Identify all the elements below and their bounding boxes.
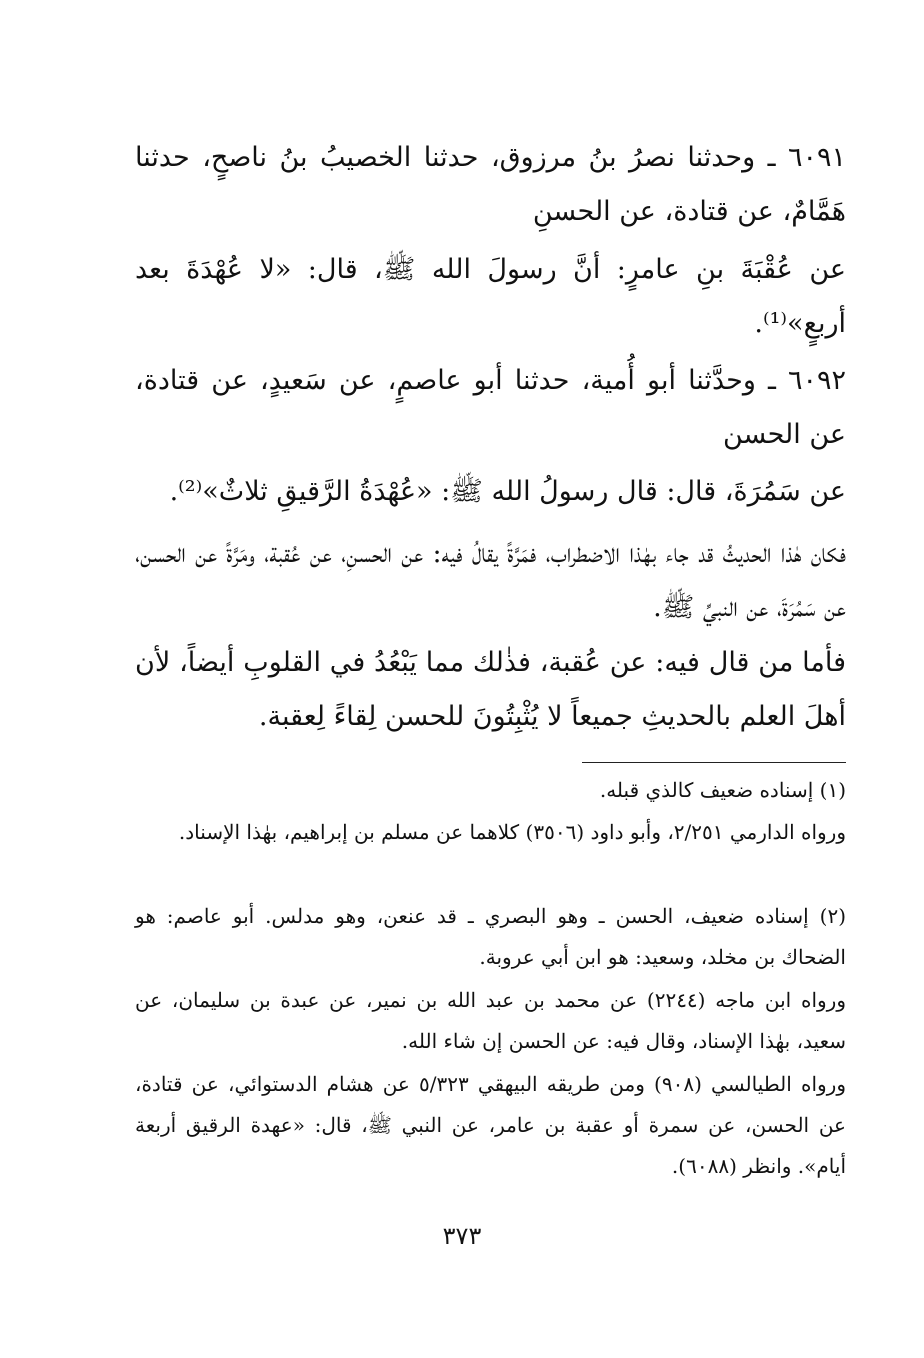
footnote-2-more-sources	[135, 1064, 846, 1187]
isnad-text: ٦٠٩٢ ـ وحدَّثنا أبو أُمية، حدثنا أبو عاصمٍ، عن سَعيدٍ، عن قتادة، عن الحسن	[135, 365, 846, 450]
footnote-2-sources	[135, 980, 846, 1062]
footnote-1-sources	[135, 812, 846, 853]
matn-text: عن عُقْبَةَ بنِ عامرٍ: أنَّ رسولَ الله ﷺ، قال: «لا عُهْدَةَ بعد أربعٍ»⁽¹⁾.	[135, 254, 846, 339]
footnote-2	[135, 896, 846, 978]
isnad-text: ٦٠٩١ ـ وحدثنا نصرُ بنُ مرزوق، حدثنا الخصيبُ بنُ ناصحٍ، حدثنا هَمَّامٌ، عن قتادة، عن الحسنِ	[135, 142, 846, 227]
footnote-text: (٢) إسناده ضعيف، الحسن ـ وهو البصري ـ قد عنعن، وهو مدلس. أبو عاصم: هو الضحاك بن مخلد، وسعيد: هو ابن أبي عروبة.	[135, 904, 846, 969]
footnote-text: (١) إسناده ضعيف كالذي قبله.	[599, 778, 846, 802]
commentary-text: فكان هٰذا الحديثُ قد جاء بهٰذا الاضطراب، فمَرَّةً يقالُ فيه: عن الحسنِ، عن عُقبة، ومَرَّةً عن الحسن، عن سَمُرَةَ، عن النبيِّ ﷺ.	[135, 538, 846, 623]
hadith-6092-isnad	[135, 354, 846, 462]
footnote-text: ورواه ابن ماجه (٢٢٤٤) عن محمد بن عبد الله بن نمير، عن عبدة بن سليمان، عن سعيد، بهٰذا الإسناد، وقال فيه: عن الحسن إن شاء الله.	[135, 988, 846, 1053]
footnote-separator	[582, 762, 846, 763]
commentary-text: فأما من قال فيه: عن عُقبة، فذٰلك مما يَبْعُدُ في القلوبِ أيضاً، لأن أهلَ العلم بالحديثِ جميعاً لا يُثْبِتُونَ للحسن لِقاءً لِعقبة.	[135, 647, 846, 732]
hadith-6091-matn	[135, 243, 846, 351]
page-number: ٣٧٣	[442, 1222, 482, 1250]
footnote-text: ورواه الطيالسي (٩٠٨) ومن طريقه البيهقي ٥/٣٢٣ عن هشام الدستوائي، عن قتادة، عن الحسن، عن سمرة أو عقبة بن عامر، عن النبي ﷺ، قال: «عهدة الرقيق أربعة أيام». وانظر (٦٠٨٨).	[135, 1072, 846, 1178]
hadith-6092-matn	[135, 465, 846, 519]
hadith-6091-isnad	[135, 131, 846, 239]
footnote-1	[135, 770, 846, 811]
footnote-text: ورواه الدارمي ٢/٢٥١، وأبو داود (٣٥٠٦) كلاهما عن مسلم بن إبراهيم، بهٰذا الإسناد.	[178, 820, 846, 844]
commentary-paragraph	[135, 527, 846, 635]
matn-text: عن سَمُرَةَ، قال: قال رسولُ الله ﷺ: «عُهْدَةُ الرَّقيقِ ثلاثٌ»⁽²⁾.	[169, 476, 846, 507]
commentary-paragraph	[135, 636, 846, 744]
